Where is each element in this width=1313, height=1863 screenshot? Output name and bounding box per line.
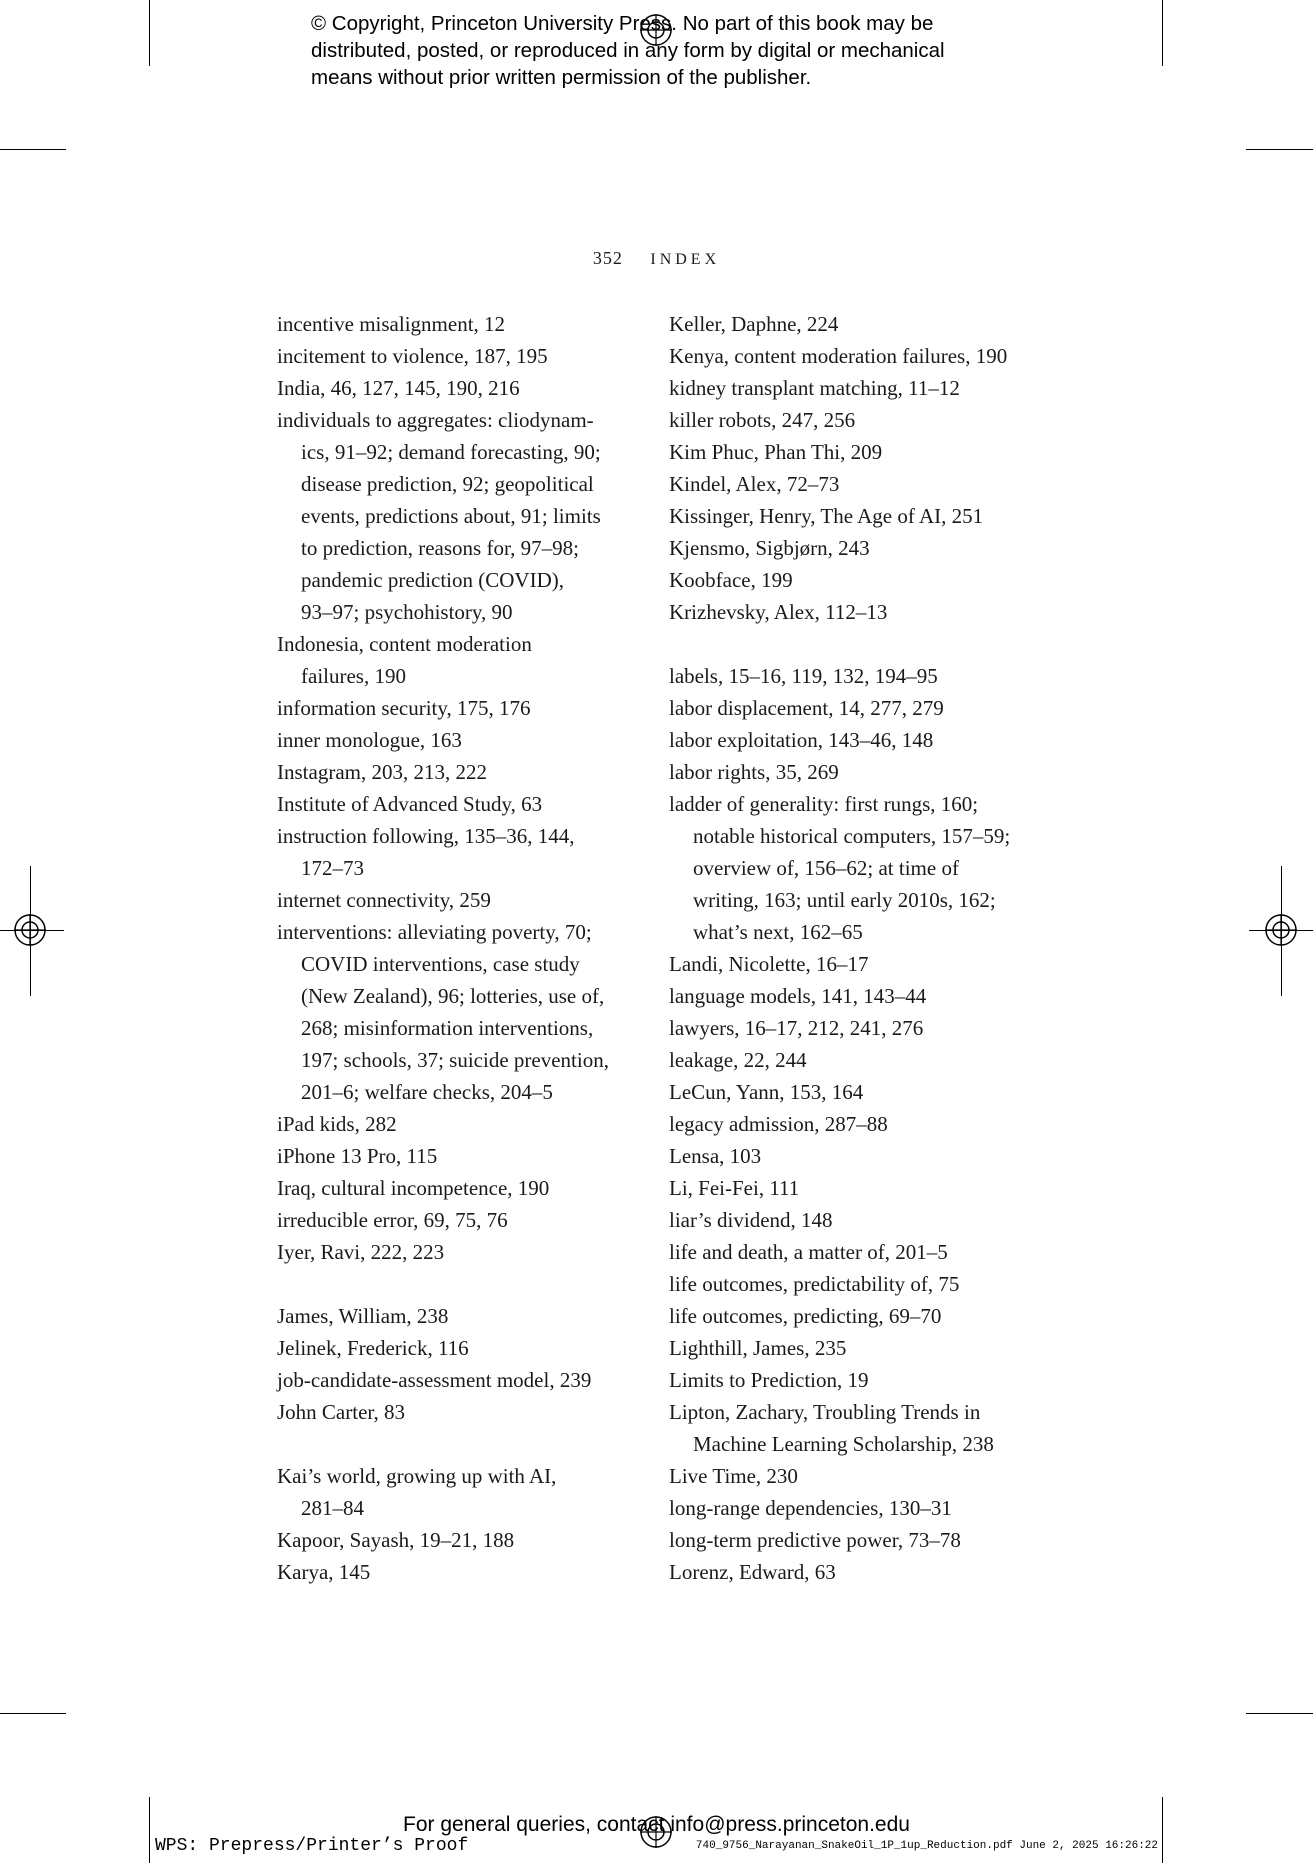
- index-entry: labor rights, 35, 269: [669, 760, 839, 784]
- copyright-line: © Copyright, Princeton University Press. No part of this book may be: [311, 12, 934, 35]
- index-entry: information security, 175, 176: [277, 696, 531, 720]
- index-entry: Iyer, Ravi, 222, 223: [277, 1240, 445, 1264]
- index-entry: iPad kids, 282: [277, 1112, 397, 1136]
- index-entry: killer robots, 247, 256: [669, 408, 856, 432]
- index-entry: kidney transplant matching, 11–12: [669, 376, 960, 400]
- index-entry: India, 46, 127, 145, 190, 216: [277, 376, 520, 400]
- index-entry: labor displacement, 14, 277, 279: [669, 696, 944, 720]
- copyright-notice: [311, 10, 1031, 91]
- crop-mark: [0, 1713, 66, 1714]
- index-entry: John Carter, 83: [277, 1400, 406, 1424]
- running-head: [0, 248, 1313, 269]
- index-entry: leakage, 22, 244: [669, 1048, 807, 1072]
- index-entry: life and death, a matter of, 201–5: [669, 1240, 948, 1264]
- index-column-right: [669, 308, 1059, 1588]
- index-entry: Koobface, 199: [669, 568, 793, 592]
- index-entry: Jelinek, Frederick, 116: [277, 1336, 469, 1360]
- index-entry: Kim Phuc, Phan Thi, 209: [669, 440, 883, 464]
- section-title: INDEX: [650, 251, 721, 268]
- crop-mark: [1246, 149, 1313, 150]
- copyright-line: means without prior written permission of the publisher.: [311, 66, 812, 89]
- index-entry: iPhone 13 Pro, 115: [277, 1144, 438, 1168]
- index-entry: labels, 15–16, 119, 132, 194–95: [669, 664, 938, 688]
- index-entry: liar’s dividend, 148: [669, 1208, 833, 1232]
- index-entry: language models, 141, 143–44: [669, 984, 927, 1008]
- index-entry: life outcomes, predicting, 69–70: [669, 1304, 942, 1328]
- index-entry: Indonesia, content moderation failures, 190: [277, 632, 532, 688]
- index-entry: internet connectivity, 259: [277, 888, 491, 912]
- index-entry: ladder of generality: first rungs, 160; notable historical computers, 157–59; overview of, 156–62; at time of writing, 163; until early 2010s, 162; what’s next, 162–65: [669, 792, 1011, 944]
- index-entry: individuals to aggregates: cliodynam- ics, 91–92; demand forecasting, 90; disease prediction, 92; geopolitical events, predictions about, 91; limits to prediction, reasons for, 97–98; pandemic prediction (COVID), 93–97; psychohistory, 90: [277, 408, 601, 624]
- index-entry: Lensa, 103: [669, 1144, 762, 1168]
- index-entry: long-term predictive power, 73–78: [669, 1528, 961, 1552]
- index-entry: irreducible error, 69, 75, 76: [277, 1208, 508, 1232]
- index-entry: life outcomes, predictability of, 75: [669, 1272, 960, 1296]
- index-entry: incentive misalignment, 12: [277, 312, 506, 336]
- registration-target-icon: [13, 913, 47, 947]
- index-entry: labor exploitation, 143–46, 148: [669, 728, 934, 752]
- footer-contact: For general queries, contact info@press.princeton.edu: [403, 1813, 910, 1836]
- index-column-left: [277, 308, 657, 1588]
- index-entry: legacy admission, 287–88: [669, 1112, 888, 1136]
- index-entry: James, William, 238: [277, 1304, 449, 1328]
- index-entry: Kapoor, Sayash, 19–21, 188: [277, 1528, 515, 1552]
- index-entry: Live Time, 230: [669, 1464, 798, 1488]
- index-entry: Kindel, Alex, 72–73: [669, 472, 840, 496]
- index-entry: Keller, Daphne, 224: [669, 312, 839, 336]
- file-info: 740_9756_Narayanan_SnakeOil_1P_1up_Reduction.pdf June 2, 2025 16:26:22: [695, 1840, 1158, 1852]
- index-entry: LeCun, Yann, 153, 164: [669, 1080, 864, 1104]
- copyright-line: distributed, posted, or reproduced in any form by digital or mechanical: [311, 39, 945, 62]
- registration-target-icon: [1264, 913, 1298, 947]
- crop-mark: [1162, 0, 1163, 66]
- index-entry: Krizhevsky, Alex, 112–13: [669, 600, 888, 624]
- index-entry: Kjensmo, Sigbjørn, 243: [669, 536, 870, 560]
- index-entry: incitement to violence, 187, 195: [277, 344, 548, 368]
- index-entry: Instagram, 203, 213, 222: [277, 760, 487, 784]
- index-entry: Iraq, cultural incompetence, 190: [277, 1176, 550, 1200]
- page-number: 352: [592, 248, 623, 268]
- index-entry: long-range dependencies, 130–31: [669, 1496, 952, 1520]
- index-entry: Landi, Nicolette, 16–17: [669, 952, 869, 976]
- index-entry: Lorenz, Edward, 63: [669, 1560, 836, 1584]
- proof-label: WPS: Prepress/Printer’s Proof: [155, 1836, 469, 1856]
- index-entry: Institute of Advanced Study, 63: [277, 792, 543, 816]
- index-entry: Limits to Prediction, 19: [669, 1368, 869, 1392]
- crop-mark: [0, 149, 66, 150]
- index-entry: Karya, 145: [277, 1560, 371, 1584]
- index-entry: job-candidate-assessment model, 239: [277, 1368, 592, 1392]
- index-entry: instruction following, 135–36, 144, 172–73: [277, 824, 575, 880]
- index-entry: Kenya, content moderation failures, 190: [669, 344, 1008, 368]
- crop-mark: [1246, 1713, 1313, 1714]
- index-entry: lawyers, 16–17, 212, 241, 276: [669, 1016, 924, 1040]
- index-entry: Li, Fei-Fei, 111: [669, 1176, 800, 1200]
- index-entry: Lighthill, James, 235: [669, 1336, 847, 1360]
- index-entry: Kai’s world, growing up with AI, 281–84: [277, 1464, 557, 1520]
- index-entry: interventions: alleviating poverty, 70; COVID interventions, case study (New Zealand), 96; lotteries, use of, 268; misinformation interventions, 197; schools, 37; suicide prevention, 201–6; welfare checks, 204–5: [277, 920, 609, 1104]
- index-entry: inner monologue, 163: [277, 728, 462, 752]
- index-entry: Lipton, Zachary, Troubling Trends in Machine Learning Scholarship, 238: [669, 1400, 994, 1456]
- crop-mark: [149, 0, 150, 66]
- index-entry: Kissinger, Henry, The Age of AI, 251: [669, 504, 984, 528]
